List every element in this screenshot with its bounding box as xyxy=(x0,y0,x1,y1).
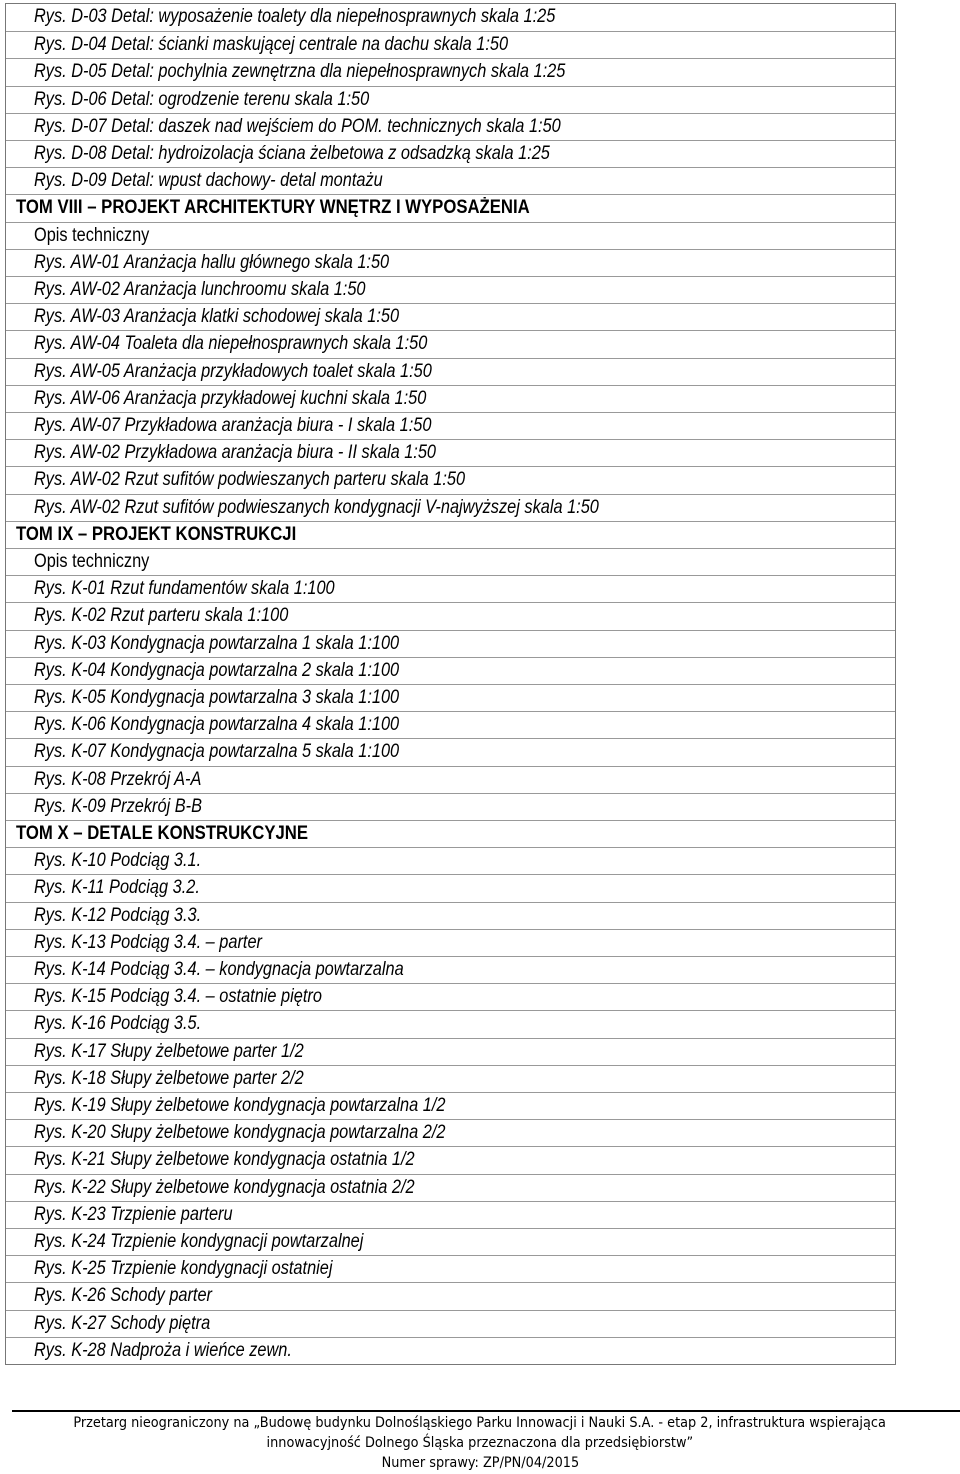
drawing-list-item xyxy=(6,330,895,357)
row-text: Rys. K-25 Trzpienie kondygnacji ostatniej xyxy=(34,1258,333,1280)
drawing-list-item xyxy=(6,1146,895,1173)
row-text: Rys. K-01 Rzut fundamentów skala 1:100 xyxy=(34,578,335,600)
row-text: Rys. AW-02 Przykładowa aranżacja biura - II skala 1:50 xyxy=(34,442,437,464)
drawing-list-item xyxy=(6,956,895,983)
drawing-list-item xyxy=(6,113,895,140)
drawing-list-item xyxy=(6,1255,895,1282)
drawing-list-item xyxy=(6,1119,895,1146)
row-text: Rys. K-06 Kondygnacja powtarzalna 4 skala 1:100 xyxy=(34,714,400,736)
drawing-list-item xyxy=(6,983,895,1010)
row-text: Rys. D-05 Detal: pochylnia zewnętrzna dla niepełnosprawnych skala 1:25 xyxy=(34,61,566,83)
row-text: Rys. D-09 Detal: wpust dachowy- detal montażu xyxy=(34,170,383,192)
row-text: Rys. K-08 Przekrój A-A xyxy=(34,768,202,790)
row-text: Opis techniczny xyxy=(34,224,150,246)
row-text: Rys. K-04 Kondygnacja powtarzalna 2 skala 1:100 xyxy=(34,659,400,681)
drawing-list-item xyxy=(6,902,895,929)
drawing-list-item xyxy=(6,766,895,793)
section-heading xyxy=(6,820,895,847)
row-text: Rys. D-08 Detal: hydroizolacja ściana żelbetowa z odsadzką skala 1:25 xyxy=(34,143,550,164)
row-text: Rys. K-28 Nadproża i wieńce zewn. xyxy=(34,1339,292,1361)
row-text: Rys. K-09 Przekrój B-B xyxy=(34,795,202,817)
row-text: Rys. K-22 Słupy żelbetowe kondygnacja ostatnia 2/2 xyxy=(34,1176,415,1198)
row-text: Opis techniczny xyxy=(34,551,150,572)
row-text: TOM VIII – PROJEKT ARCHITEKTURY WNĘTRZ I WYPOSAŻENIA xyxy=(16,197,530,219)
drawing-list-item xyxy=(6,358,895,385)
drawing-list-item xyxy=(6,1310,895,1337)
row-text: Rys. AW-05 Aranżacja przykładowych toalet skala 1:50 xyxy=(34,360,432,382)
footer-line-3: Numer sprawy: ZP/PN/04/2015 xyxy=(381,1455,579,1471)
drawing-list-item xyxy=(6,575,895,602)
row-text: Rys. AW-01 Aranżacja hallu głównego skala 1:50 xyxy=(34,251,390,273)
drawing-list-item xyxy=(6,303,895,330)
section-description xyxy=(6,222,895,249)
drawing-list-item xyxy=(6,711,895,738)
row-text: Rys. AW-07 Przykładowa aranżacja biura - I skala 1:50 xyxy=(34,415,432,436)
drawing-list-item xyxy=(6,466,895,493)
drawing-list-item xyxy=(6,494,895,521)
drawing-list-item xyxy=(6,874,895,901)
section-heading xyxy=(6,521,895,548)
drawing-list-item xyxy=(6,630,895,657)
row-text: Rys. K-02 Rzut parteru skala 1:100 xyxy=(34,605,289,627)
row-text: Rys. K-05 Kondygnacja powtarzalna 3 skala 1:100 xyxy=(34,687,400,708)
drawing-list-item xyxy=(6,1010,895,1037)
drawing-list-item xyxy=(6,793,895,820)
drawing-list-item xyxy=(6,412,895,439)
row-text: Rys. K-15 Podciąg 3.4. – ostatnie piętro xyxy=(34,986,322,1008)
row-text: Rys. K-23 Trzpienie parteru xyxy=(34,1203,233,1225)
row-text: Rys. K-21 Słupy żelbetowe kondygnacja ostatnia 1/2 xyxy=(34,1149,415,1171)
drawing-list-item xyxy=(6,385,895,412)
row-text: Rys. K-18 Słupy żelbetowe parter 2/2 xyxy=(34,1067,304,1089)
drawing-list-item xyxy=(6,31,895,58)
row-text: Rys. K-11 Podciąg 3.2. xyxy=(34,877,200,899)
drawing-list-item xyxy=(6,684,895,711)
drawing-list-item xyxy=(6,58,895,85)
drawing-list-item xyxy=(6,439,895,466)
row-text: Rys. K-03 Kondygnacja powtarzalna 1 skala 1:100 xyxy=(34,632,400,654)
footer-divider xyxy=(12,1410,960,1412)
row-text: TOM X – DETALE KONSTRUKCYJNE xyxy=(16,823,309,844)
drawing-list-table xyxy=(5,3,896,1365)
row-text: TOM IX – PROJEKT KONSTRUKCJI xyxy=(16,523,297,545)
drawing-list-item xyxy=(6,86,895,113)
drawing-list-item xyxy=(6,276,895,303)
section-heading xyxy=(6,194,895,221)
row-text: Rys. D-06 Detal: ogrodzenie terenu skala 1:50 xyxy=(34,88,370,110)
footer-line-2: innowacyjność Dolnego Śląska przeznaczona dla przedsiębiorstw” xyxy=(266,1435,694,1451)
drawing-list-item xyxy=(6,140,895,167)
row-text: Rys. K-10 Podciąg 3.1. xyxy=(34,850,202,872)
row-text: Rys. K-27 Schody piętra xyxy=(34,1312,211,1334)
section-description xyxy=(6,548,895,575)
drawing-list-item xyxy=(6,602,895,629)
row-text: Rys. K-19 Słupy żelbetowe kondygnacja powtarzalna 1/2 xyxy=(34,1095,446,1116)
row-text: Rys. K-13 Podciąg 3.4. – parter xyxy=(34,931,262,953)
row-text: Rys. K-14 Podciąg 3.4. – kondygnacja powtarzalna xyxy=(34,959,404,980)
drawing-list-item xyxy=(6,4,895,31)
drawing-list-item xyxy=(6,738,895,765)
drawing-list-item xyxy=(6,1337,895,1364)
row-text: Rys. K-20 Słupy żelbetowe kondygnacja powtarzalna 2/2 xyxy=(34,1122,446,1144)
row-text: Rys. K-07 Kondygnacja powtarzalna 5 skala 1:100 xyxy=(34,741,400,763)
drawing-list-item xyxy=(6,1065,895,1092)
row-text: Rys. AW-03 Aranżacja klatki schodowej skala 1:50 xyxy=(34,306,400,328)
drawing-list-item xyxy=(6,1038,895,1065)
drawing-list-item xyxy=(6,1174,895,1201)
row-text: Rys. K-17 Słupy żelbetowe parter 1/2 xyxy=(34,1040,304,1062)
row-text: Rys. AW-04 Toaleta dla niepełnosprawnych skala 1:50 xyxy=(34,333,428,355)
drawing-list-item xyxy=(6,657,895,684)
row-text: Rys. D-04 Detal: ścianki maskującej centrale na dachu skala 1:50 xyxy=(34,34,509,56)
row-text: Rys. AW-06 Aranżacja przykładowej kuchni skala 1:50 xyxy=(34,387,427,409)
drawing-list-item xyxy=(6,1228,895,1255)
row-text: Rys. AW-02 Rzut sufitów podwieszanych parteru skala 1:50 xyxy=(34,469,466,491)
drawing-list-item xyxy=(6,929,895,956)
drawing-list-item xyxy=(6,847,895,874)
row-text: Rys. AW-02 Rzut sufitów podwieszanych kondygnacji V-najwyższej skala 1:50 xyxy=(34,496,599,518)
row-text: Rys. K-24 Trzpienie kondygnacji powtarzalnej xyxy=(34,1231,364,1252)
row-text: Rys. D-03 Detal: wyposażenie toalety dla niepełnosprawnych skala 1:25 xyxy=(34,6,556,27)
row-text: Rys. K-12 Podciąg 3.3. xyxy=(34,904,202,926)
drawing-list-item xyxy=(6,249,895,276)
drawing-list-item xyxy=(6,1092,895,1119)
row-text: Rys. K-26 Schody parter xyxy=(34,1285,213,1307)
page-footer xyxy=(0,1413,960,1473)
row-text: Rys. K-16 Podciąg 3.5. xyxy=(34,1013,202,1035)
footer-line-1: Przetarg nieograniczony na „Budowę budynku Dolnośląskiego Parku Innowacji i Nauki S.A. - etap 2, infrastruktura wspierająca xyxy=(73,1415,887,1431)
row-text: Rys. AW-02 Aranżacja lunchroomu skala 1:50 xyxy=(34,279,366,300)
drawing-list-item xyxy=(6,167,895,194)
row-text: Rys. D-07 Detal: daszek nad wejściem do POM. technicznych skala 1:50 xyxy=(34,115,561,137)
drawing-list-item xyxy=(6,1201,895,1228)
drawing-list-item xyxy=(6,1282,895,1309)
